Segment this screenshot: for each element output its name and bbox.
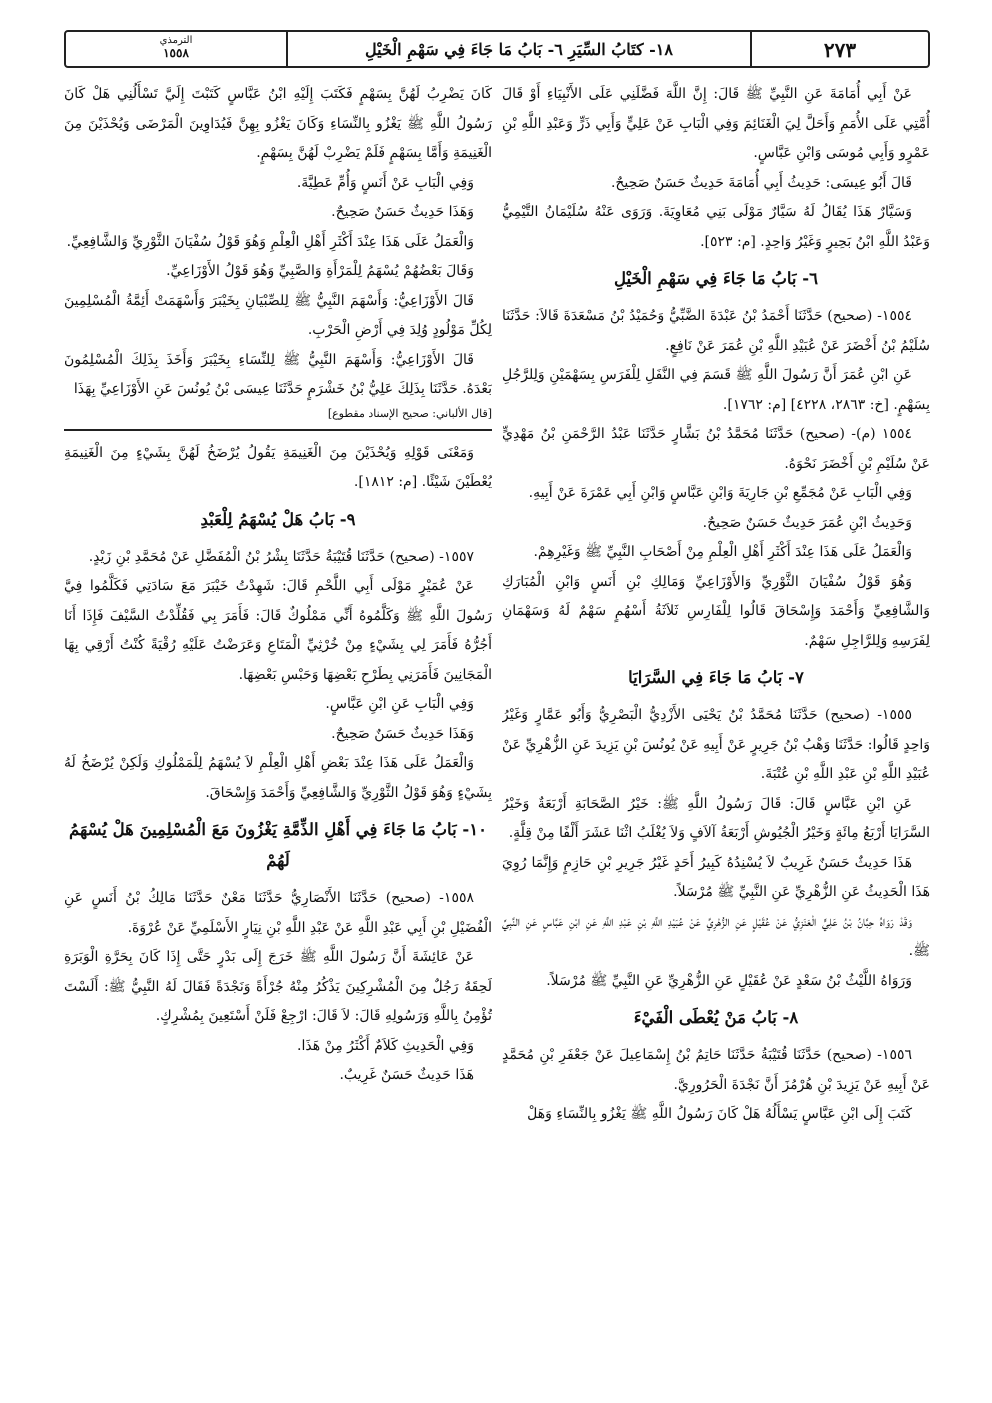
header-page (752, 32, 928, 66)
paragraph: وَهَذَا حَدِيثٌ حَسَنٌ صَحِيحٌ. (331, 204, 474, 220)
paragraph: وَرَوَاهُ اللَّيْثُ بْنُ سَعْدٍ عَنْ عُقَيْلٍ عَنِ الزُّهْرِيِّ عَنِ النَّبِيِّ ﷺ مُرْسَلاً. (546, 972, 912, 989)
paragraph: وَقَالَ بَعْضُهُمْ يُسْهَمُ لِلْمَرْأَةِ وَالصَّبِيِّ وَهُوَ قَوْلُ الأَوْزَاعِيِّ. (166, 263, 474, 279)
paragraph: وَهُوَ قَوْلُ سُفْيَانَ الثَّوْرِيِّ وَالأَوْزَاعِيِّ وَمَالِكِ بْنِ أَنَسٍ وَابْنِ الْمُبَارَكِ وَالشَّافِعِيِّ وَأَحْمَدَ وَإِسْحَاقَ قَالُوا لِلْفَارِسِ ثَلاَثَةُ أَسْهُمٍ سَهْمٌ لَهُ وَسَهْمَانِ لِفَرَسِهِ وَلِلرَّاجِلِ سَهْمٌ. (502, 573, 930, 649)
hadith-text: كَانَ يَضْرِبُ لَهُنَّ بِسَهْمٍ فَكَتَبَ إِلَيْهِ ابْنُ عَبَّاسٍ كَتَبْتَ إِلَيَّ تَسْأَلُنِي هَلْ كَانَ رَسُولُ اللَّهِ ﷺ يَغْزُو بِالنِّسَاءِ وَكَانَ يَغْزُو بِهِنَّ فَيُدَاوِينَ الْمَرْضَى وَيُحْذَيْنَ مِنَ الْغَنِيمَةِ وَأَمَّا بِسَهْمٍ فَلَمْ يَضْرِبْ لَهُنَّ بِسَهْمٍ. (64, 86, 492, 161)
section-heading: ٦- بَابُ مَا جَاءَ فِي سَهْمِ الْخَيْلِ (614, 269, 818, 288)
page-number: ٢٧٣ (823, 38, 857, 62)
section-heading: ٩- بَابُ هَلْ يُسْهَمُ لِلْعَبْدِ (200, 509, 356, 529)
paragraph: وَفِي الْبَابِ عَنْ مُجَمِّعِ بْنِ جَارِيَةَ وَابْنِ عَبَّاسٍ وَابْنِ أَبِي عَمْرَةَ عَنْ أَبِيهِ. (528, 485, 912, 501)
paragraph: وَفِي الْبَابِ عَنْ أَنَسٍ وَأُمِّ عَطِيَّةَ. (296, 174, 474, 191)
separator-line (64, 429, 492, 431)
header-reference (66, 32, 286, 66)
header-hadith-range: ١٥٥٨ (163, 46, 189, 60)
hadith-text: عَنِ ابْنِ عُمَرَ أَنَّ رَسُولَ اللَّهِ ﷺ قَسَمَ فِي النَّفَلِ لِلْفَرَسِ بِسَهْمَيْنِ وَلِلرَّجُلِ بِسَهْمٍ. [خ: ٢٨٦٣، ٤٢٢٨] [م: ١٧٦٢]. (502, 367, 930, 413)
hadith-text: عَنِ ابْنِ عَبَّاسٍ قَالَ: قَالَ رَسُولُ اللَّهِ ﷺ: خَيْرُ الصَّحَابَةِ أَرْبَعَةٌ وَخَيْرُ السَّرَايَا أَرْبَعُ مِائَةٍ وَخَيْرُ الْجُيُوشِ أَرْبَعَةُ آلاَفٍ وَلاَ يُغْلَبُ اثْنَا عَشَرَ أَلْفًا مِنْ قِلَّةٍ. (502, 795, 930, 841)
paragraph: وَقَدْ رَوَاهُ حِبَّانُ بْنُ عَلِيٍّ الْعَنَزِيُّ عَنْ عُقَيْلٍ عَنِ الزُّهْرِيِّ عَنْ عُبَيْدِ اللَّهِ بْنِ عَبْدِ اللَّهِ عَنِ ابْنِ عَبَّاسٍ عَنِ النَّبِيِّ ﷺ. (502, 913, 930, 959)
paragraph: وَهَذَا حَدِيثٌ حَسَنٌ صَحِيحٌ. (331, 725, 474, 742)
paragraph: وَحَدِيثُ ابْنِ عُمَرَ حَدِيثٌ حَسَنٌ صَحِيحٌ. (702, 514, 912, 531)
hadith-text: عَنْ عَائِشَةَ أَنَّ رَسُولَ اللَّهِ ﷺ خَرَجَ إِلَى بَدْرٍ حَتَّى إِذَا كَانَ بِحَرَّةِ الْوَبَرَةِ لَحِقَهُ رَجُلٌ مِنَ الْمُشْرِكِينَ يَذْكُرُ مِنْهُ جُرْأَةً وَنَجْدَةً فَقَالَ لَهُ النَّبِيُّ ﷺ: أَلَسْتَ تُؤْمِنُ بِاللَّهِ وَرَسُولِهِ قَالَ: لاَ قَالَ: ارْجِعْ فَلَنْ أَسْتَعِينَ بِمُشْرِكٍ. (64, 949, 492, 1024)
paragraph: قَالَ أَبُو عِيسَى: حَدِيثُ أَبِي أُمَامَةَ حَدِيثٌ حَسَنٌ صَحِيحٌ. (610, 174, 912, 191)
header-chapter-title: ١٨- كتَابُ السِّيَرِ ٦- بَابُ مَا جَاءَ فِي سَهْمِ الْخَيْلِ (365, 40, 673, 59)
paragraph: عَنْ أَبِي أُمَامَةَ عَنِ النَّبِيِّ ﷺ قَالَ: إِنَّ اللَّهَ فَضَّلَنِي عَلَى الأَنْبِيَاءِ أَوْ قَالَ أُمَّتِي عَلَى الأُمَمِ وَأَحَلَّ لِيَ الْغَنَائِمَ وَفِي الْبَابِ عَنْ عَلِيٍّ وَأَبِي ذَرٍّ وَعَبْدِ اللَّهِ بْنِ عَمْرٍو وَأَبِي مُوسَى وَابْنِ عَبَّاسٍ. (502, 86, 930, 161)
hadith-chain: ١٥٥٤- (صحيح) حَدَّثَنَا أَحْمَدُ بْنُ عَبْدَةَ الضَّبِّيُّ وَحُمَيْدُ بْنُ مَسْعَدَةَ قَالاَ: حَدَّثَنَا سُلَيْمُ بْنُ أَخْضَرَ عَنْ عُبَيْدِ اللَّهِ بْنِ عُمَرَ عَنْ نَافِعٍ. (502, 308, 930, 354)
paragraph: وَفِي الْحَدِيثِ كَلاَمٌ أَكْثَرُ مِنْ هَذَا. (297, 1037, 474, 1054)
grading-note: [قال الألباني: صحيح الإسناد مقطوع] (327, 406, 492, 420)
hadith-chain: ١٥٥٧- (صحيح) حَدَّثَنَا قُتَيْبَةُ حَدَّثَنَا بِشْرُ بْنُ الْمُفَضَّلِ عَنْ مُحَمَّدِ بْنِ زَيْدٍ. (88, 548, 474, 565)
paragraph: قَالَ الأَوْزَاعِيُّ: وَأَسْهَمَ النَّبِيُّ ﷺ لِلصِّبْيَانِ بِخَيْبَرَ وَأَسْهَمَتْ أَئِمَّةُ الْمُسْلِمِينَ لِكُلِّ مَوْلُودٍ وُلِدَ فِي أَرْضِ الْحَرْبِ. (64, 292, 492, 338)
header-book-name: الترمذي (159, 35, 193, 46)
paragraph: وَمَعْنَى قَوْلِهِ وَيُحْذَيْنَ مِنَ الْغَنِيمَةِ يَقُولُ يُرْضَخُ لَهُنَّ بِشَيْءٍ مِنَ الْغَنِيمَةِ يُعْطَيْنَ شَيْئًا. [م: ١٨١٢]. (64, 444, 492, 490)
section-heading: ٨- بَابُ مَنْ يُعْطَى الْفَيْءَ (633, 1008, 799, 1027)
paragraph: هَذَا حَدِيثٌ حَسَنٌ غَرِيبٌ لاَ يُسْنِدُهُ كَبِيرُ أَحَدٍ غَيْرُ جَرِيرِ بْنِ حَازِمٍ وَإِنَّمَا رُوِيَ هَذَا الْحَدِيثُ عَنِ الزُّهْرِيِّ عَنِ النَّبِيِّ ﷺ مُرْسَلاً. (502, 854, 930, 900)
paragraph: وَالْعَمَلُ عَلَى هَذَا عِنْدَ أَكْثَرِ أَهْلِ الْعِلْمِ وَهُوَ قَوْلُ سُفْيَانَ الثَّوْرِيِّ وَالشَّافِعِيِّ. (66, 233, 474, 250)
paragraph: وَفِي الْبَابِ عَنِ ابْنِ عَبَّاسٍ. (325, 696, 474, 712)
paragraph: وَالْعَمَلُ عَلَى هَذَا عِنْدَ أَكْثَرِ أَهْلِ الْعِلْمِ مِنْ أَصْحَابِ النَّبِيِّ ﷺ وَغَيْرِهِمْ. (533, 544, 912, 560)
page-header (64, 30, 930, 68)
section-heading: ١٠- بَابُ مَا جَاءَ فِي أَهْلِ الذِّمَّةِ يَغْزُونَ مَعَ الْمُسْلِمِينَ هَلْ يُسْهَمُ لَهُمْ (68, 820, 488, 870)
section-heading: ٧- بَابُ مَا جَاءَ فِي السَّرَايَا (628, 668, 804, 687)
hadith-chain: ١٥٥٥- (صحيح) حَدَّثَنَا مُحَمَّدُ بْنُ يَحْيَى الأَزْدِيُّ الْبَصْرِيُّ وَأَبُو عَمَّارٍ وَغَيْرُ وَاحِدٍ قَالُوا: حَدَّثَنَا وَهْبُ بْنُ جَرِيرٍ عَنْ أَبِيهِ عَنْ يُونُسَ بْنِ يَزِيدَ عَنِ الزُّهْرِيِّ عَنْ عُبَيْدِ اللَّهِ بْنِ عَبْدِ اللَّهِ بْنِ عُتْبَةَ. (502, 707, 930, 782)
hadith-text: عَنْ عُمَيْرٍ مَوْلَى أَبِي اللَّحْمِ قَالَ: شَهِدْتُ خَيْبَرَ مَعَ سَادَتِي فَكَلَّمُوا فِيَّ رَسُولَ اللَّهِ ﷺ وَكَلَّمُوهُ أَنِّي مَمْلُوكٌ قَالَ: فَأَمَرَ بِي فَقُلِّدْتُ السَّيْفَ فَإِذَا أَنَا أَجُرُّهُ فَأَمَرَ لِي بِشَيْءٍ مِنْ خُرْثِيِّ الْمَتَاعِ وَعَرَضْتُ عَلَيْهِ رُقْيَةً كُنْتُ أَرْقِي بِهَا الْمَجَانِينَ فَأَمَرَنِي بِطَرْحِ بَعْضِهَا وَحَبْسِ بَعْضِهَا. (64, 578, 492, 683)
left-column (64, 80, 492, 1390)
right-column (502, 80, 930, 1390)
paragraph: وَسَيَّارٌ هَذَا يُقَالُ لَهُ سَيَّارٌ مَوْلَى بَنِي مُعَاوِيَةَ. وَرَوَى عَنْهُ سُلَيْمَانُ التَّيْمِيُّ وَعَبْدُ اللَّهِ ابْنُ بَحِيرٍ وَغَيْرُ وَاحِدٍ. [م: ٥٢٣]. (502, 204, 930, 250)
paragraph: قَالَ الأَوْزَاعِيُّ: وَأَسْهَمَ النَّبِيُّ ﷺ لِلنِّسَاءِ بِخَيْبَرَ وَأَخَذَ بِذَلِكَ الْمُسْلِمُونَ بَعْدَهُ. حَدَّثَنَا بِذَلِكَ عَلِيُّ بْنُ خَشْرَمٍ حَدَّثَنَا عِيسَى بْنُ يُونُسَ عَنِ الأَوْزَاعِيِّ بِهَذَا (64, 351, 492, 397)
paragraph: وَالْعَمَلُ عَلَى هَذَا عِنْدَ بَعْضِ أَهْلِ الْعِلْمِ لاَ يُسْهَمُ لِلْمَمْلُوكِ وَلَكِنْ يُرْضَخُ لَهُ بِشَيْءٍ وَهُوَ قَوْلُ الثَّوْرِيِّ وَالشَّافِعِيِّ وَأَحْمَدَ وَإِسْحَاقَ. (64, 755, 492, 801)
hadith-chain: ١٥٥٤ (م)- (صحيح) حَدَّثَنَا مُحَمَّدُ بْنُ بَشَّارٍ حَدَّثَنَا عَبْدُ الرَّحْمَنِ بْنُ مَهْدِيٍّ عَنْ سُلَيْمِ بْنِ أَخْضَرَ نَحْوَهُ. (502, 426, 930, 472)
header-chapter (288, 32, 750, 66)
paragraph: هَذَا حَدِيثٌ حَسَنٌ غَرِيبٌ. (339, 1067, 474, 1083)
hadith-chain: ١٥٥٦- (صحيح) حَدَّثَنَا قُتَيْبَةُ حَدَّثَنَا حَاتِمُ بْنُ إِسْمَاعِيلَ عَنْ جَعْفَرِ بْنِ مُحَمَّدٍ عَنْ أَبِيهِ عَنْ يَزِيدَ بْنِ هُرْمُزَ أَنَّ نَجْدَةَ الْحَرُورِيَّ. (502, 1047, 930, 1093)
hadith-chain: ١٥٥٨- (صحيح) حَدَّثَنَا الأَنْصَارِيُّ حَدَّثَنَا مَعْنٌ حَدَّثَنَا مَالِكُ بْنُ أَنَسٍ عَنِ الْفُضَيْلِ بْنِ أَبِي عَبْدِ اللَّهِ عَنْ عَبْدِ اللَّهِ بْنِ نِيَارٍ الأَسْلَمِيِّ عَنْ عُرْوَةَ. (64, 890, 492, 936)
hadith-text: كَتَبَ إِلَى ابْنِ عَبَّاسٍ يَسْأَلُهُ هَلْ كَانَ رَسُولُ اللَّهِ ﷺ يَغْزُو بِالنِّسَاءِ وَهَلْ (527, 1106, 912, 1122)
